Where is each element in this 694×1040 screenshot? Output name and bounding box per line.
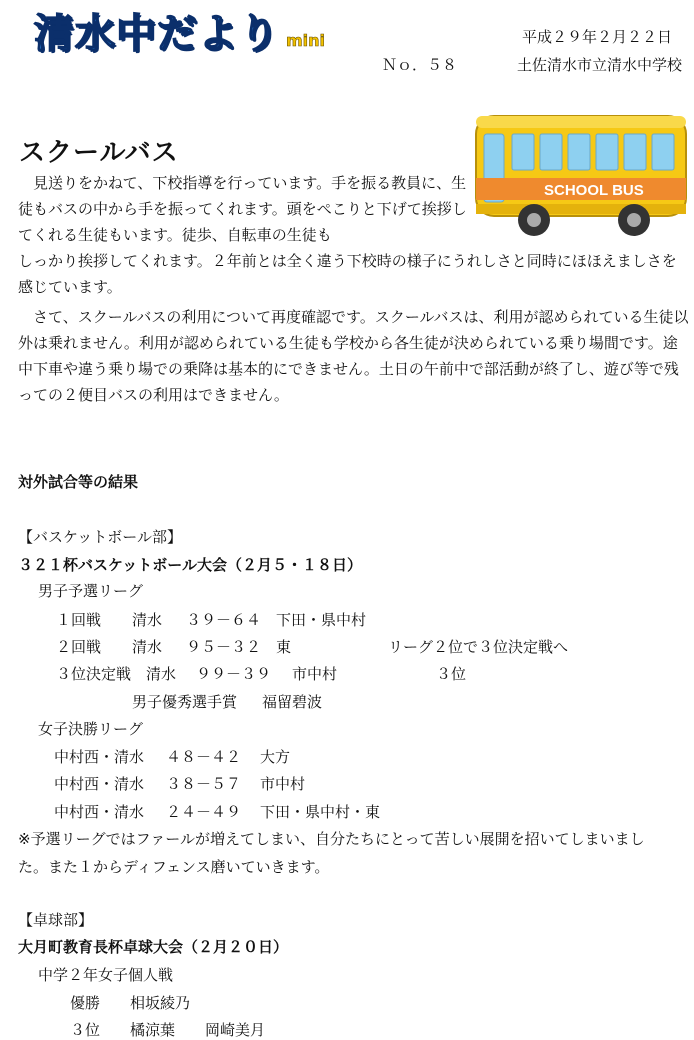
boys-round: ３位決定戦 bbox=[56, 665, 132, 683]
boys-team: 清水 bbox=[132, 638, 163, 656]
boys-league-label: 男子予選リーグ bbox=[38, 582, 144, 600]
girls-team: 中村西・清水 bbox=[54, 748, 145, 766]
bus-paragraph-1-continued: しっかり挨拶してくれます。２年前とは全く違う下校時の様子にうれしさと同時にほほえましさを感じています。 bbox=[18, 252, 677, 296]
issue-number: Ｎｏ．５８ bbox=[382, 56, 458, 74]
girls-team: 中村西・清水 bbox=[54, 803, 145, 821]
award-label: 男子優秀選手賞 bbox=[132, 693, 238, 711]
boys-score: ９９－３９ bbox=[196, 665, 272, 683]
bus-paragraph-2: さて、スクールバスの利用について再度確認です。スクールバスは、利用が認められている生徒以外は乗れません。利用が認められている生徒も学校から各生徒が決められている乗り場間です。途中下車や違う乗り場での乗降は基本的にできません。土日の午前中で部活動が終了し、遊び等で残っての２便目バスの利用はできません。 bbox=[18, 308, 689, 404]
boys-round: １回戦 bbox=[56, 611, 102, 629]
boys-score: ３９－６４ bbox=[186, 611, 262, 629]
boys-team: 清水 bbox=[146, 665, 177, 683]
issue-date: 平成２９年２月２２日 bbox=[521, 28, 672, 46]
girls-opponent: 下田・県中村・東 bbox=[260, 803, 381, 821]
boys-team: 清水 bbox=[132, 611, 163, 629]
basketball-club: 【バスケットボール部】 bbox=[18, 528, 182, 546]
boys-note: リーグ２位で３位決定戦へ bbox=[388, 638, 569, 656]
tabletennis-place: 優勝 bbox=[70, 994, 101, 1012]
newsletter-subtitle: mini bbox=[286, 31, 326, 50]
tabletennis-club: 【卓球部】 bbox=[18, 911, 94, 929]
award-name: 福留碧波 bbox=[262, 693, 323, 711]
school-bus-illustration bbox=[474, 112, 688, 240]
tabletennis-event: 大月町教育長杯卓球大会（２月２０日） bbox=[18, 938, 289, 956]
boys-opponent: 下田・県中村 bbox=[276, 611, 367, 629]
boys-opponent: 市中村 bbox=[292, 665, 338, 683]
girls-opponent: 大方 bbox=[260, 748, 291, 766]
newsletter-title: 清水中だより bbox=[34, 11, 280, 57]
girls-opponent: 市中村 bbox=[260, 775, 306, 793]
tabletennis-place: ３位 bbox=[70, 1021, 101, 1039]
results-heading: 対外試合等の結果 bbox=[18, 473, 139, 491]
section-title-school-bus: スクールバス bbox=[19, 138, 179, 168]
girls-score: ４８－４２ bbox=[166, 748, 242, 766]
tabletennis-names: 橘涼葉 岡崎美月 bbox=[130, 1021, 266, 1039]
girls-score: ２４－４９ bbox=[166, 803, 242, 821]
boys-note: ３位 bbox=[436, 665, 467, 683]
boys-round: ２回戦 bbox=[56, 638, 102, 656]
bus-label: SCHOOL BUS bbox=[544, 182, 644, 199]
boys-opponent: 東 bbox=[276, 638, 292, 656]
girls-league-label: 女子決勝リーグ bbox=[38, 720, 144, 738]
school-name: 土佐清水市立清水中学校 bbox=[516, 56, 682, 74]
tabletennis-names: 相坂綾乃 bbox=[130, 994, 191, 1012]
tabletennis-division: 中学２年女子個人戦 bbox=[38, 966, 174, 984]
boys-score: ９５－３２ bbox=[186, 638, 262, 656]
bus-paragraph-1: 見送りをかねて、下校指導を行っています。手を振る教員に、生徒もバスの中から手を振ってくれます。頭をぺこりと下げて挨拶してくれる生徒もいます。徒歩、自転車の生徒も bbox=[18, 174, 467, 244]
girls-score: ３８－５７ bbox=[166, 775, 242, 793]
masthead bbox=[34, 12, 325, 56]
basketball-event: ３２１杯バスケットボール大会（２月５・１８日） bbox=[18, 556, 362, 574]
girls-team: 中村西・清水 bbox=[54, 775, 145, 793]
basketball-note-2: た。また１からディフェンス磨いていきます。 bbox=[18, 858, 330, 876]
basketball-note-1: ※予選リーグではファールが増えてしまい、自分たちにとって苦しい展開を招いてしまいまし bbox=[18, 830, 645, 848]
